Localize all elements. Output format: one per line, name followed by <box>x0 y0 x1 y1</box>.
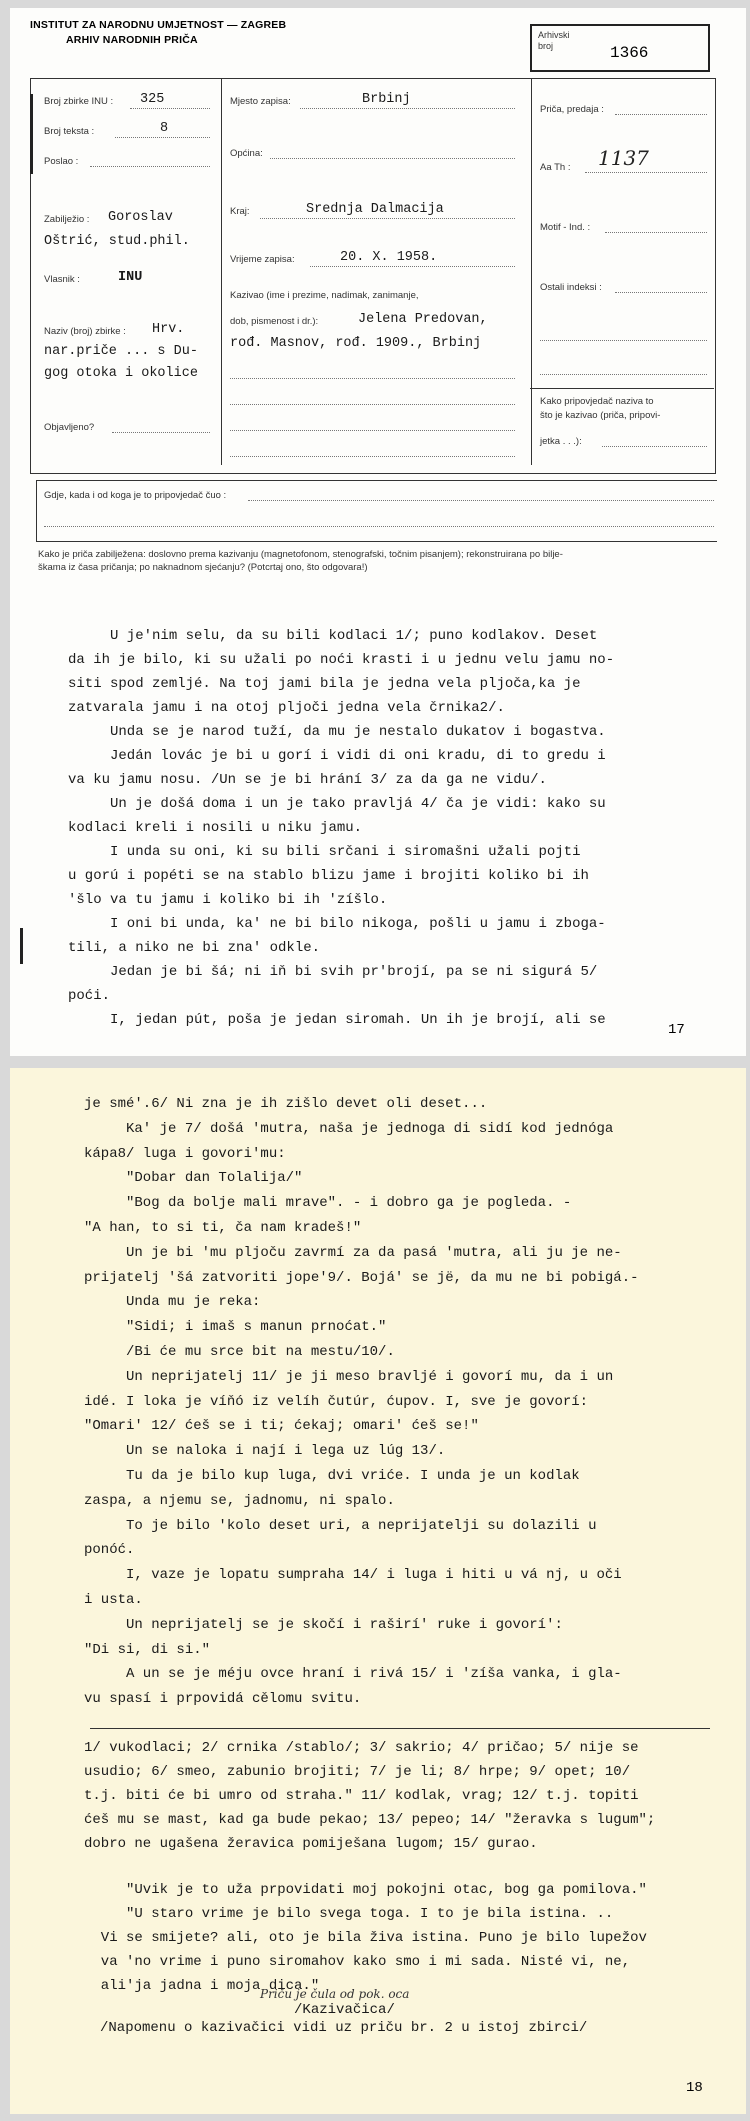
collection-name-1: Hrv. <box>152 322 185 337</box>
archive-number-label: Arhivski broj <box>538 30 570 51</box>
text-line: da ih je bilo, ki su užali po noći krasti i u jednu velu jamu no- <box>68 652 615 668</box>
text-line: I oni bi unda, ka' ne bi bilo nikoga, pošli u jamu i zboga- <box>68 916 606 932</box>
narrator-label: Kazivao (ime i prezime, nadimak, zanimanje, <box>230 290 419 301</box>
text-line: kodlaci kreli i nosili u niku jamu. <box>68 820 363 836</box>
text-line: Un neprijatelj se je skočí i raširí' ruke i govorí': <box>84 1616 563 1633</box>
margin-mark <box>30 94 33 174</box>
text-line: Un je bi 'mu pljoču zavrmí za da pasá 'mutra, ali ju je ne- <box>84 1244 622 1261</box>
date-label: Vrijeme zapisa: <box>230 254 295 265</box>
text-line: 'šlo va tu jamu i koliko bi ih 'zíšlo. <box>68 892 388 908</box>
archive-number: 1366 <box>610 44 649 62</box>
handwritten-note: Priču je čula od pok. oca <box>260 1987 410 2001</box>
text-line: i usta. <box>84 1591 143 1608</box>
text-line: prijatelj 'šá zatvoriti jope'9/. Bojá' se jë, da mu ne bi pobigá.- <box>84 1269 639 1286</box>
text-line: I, jedan pút, poša je jedan siromah. Un ih je brojí, ali se <box>68 1012 606 1028</box>
text-line: Un je došá doma i un je tako pravljá 4/ ča je vidi: kako su <box>68 796 606 812</box>
collection-number-label: Broj zbirke INU : <box>44 96 114 107</box>
text-line: Jedan je bi šá; ni iň bi svih pr'brojí, pa se ni sigurá 5/ <box>68 964 598 980</box>
footnote-line: ćeš mu se mast, kad ga bude pekao; 13/ pepeo; 14/ "žeravka s lugum"; <box>84 1812 656 1828</box>
date: 20. X. 1958. <box>340 250 438 265</box>
source-label: Gdje, kada i od koga je to pripovjedač čuo : <box>44 490 227 501</box>
footnotes <box>84 1736 655 1856</box>
narrator-term-label-3: jetka . . .): <box>540 436 582 447</box>
text-line: Jedán lovác je bi u gorí i vidi di oni kradu, di to gredu i <box>68 748 606 764</box>
text-line: "Bog da bolje mali mrave". - i dobro ga je pogleda. - <box>84 1195 572 1212</box>
text-line: Vi se smijete? ali, oto je bila živa istina. Puno je bilo lupežov <box>84 1930 647 1946</box>
text-line: vu spasí i prpovidá cělomu svitu. <box>84 1691 362 1708</box>
region-label: Kraj: <box>230 206 250 217</box>
page-number-17: 17 <box>668 1022 685 1038</box>
story-text-page-2 <box>84 1092 639 1712</box>
text-line: kápa8/ luga i govori'mu: <box>84 1145 286 1162</box>
motif-label: Motif - Ind. : <box>540 222 591 233</box>
text-line: tili, a niko ne bi zna' odkle. <box>68 940 321 956</box>
aath-label: Aa Th : <box>540 162 571 173</box>
sender-label: Poslao : <box>44 156 79 167</box>
text-line: va ku jamu nosu. /Un se je bi hrání 3/ za da ga ne vidu/. <box>68 772 547 788</box>
text-line: "Omari' 12/ ćeš se i ti; ćekaj; omari' ćeš se!" <box>84 1418 479 1435</box>
owner: INU <box>118 270 143 285</box>
archive-name: ARHIV NARODNIH PRIČA <box>66 34 198 46</box>
text-line: va 'no vrime i puno siromahov kako smo i mi sada. Nisté vi, ne, <box>84 1954 631 1970</box>
narrator-1: Jelena Predovan, <box>358 312 488 327</box>
recorder-name: Goroslav <box>108 210 173 225</box>
text-number: 8 <box>160 121 169 136</box>
region: Srednja Dalmacija <box>306 202 444 217</box>
text-line: /Kazivačica/ <box>84 2002 395 2018</box>
text-line: Un se naloka i nají i lega uz lúg 13/. <box>84 1443 446 1460</box>
text-line: U je'nim selu, da su bili kodlaci 1/; puno kodlakov. Deset <box>68 628 598 644</box>
text-line: Unda mu je reka: <box>84 1294 261 1311</box>
text-line: poći. <box>68 988 111 1004</box>
archive-number-box <box>530 24 710 72</box>
recording-method-note: Kako je priča zabilježena: doslovno prema kazivanju (magnetofonom, stenografski, točnim pisanjem); rekonstruirana po bilje- škama iz časa pričanja; po naknadnom sjećanju? (Potcrtaj ono, što odgovara!) <box>38 549 563 573</box>
collection-number: 325 <box>140 92 165 107</box>
text-line: "U staro vrime je bilo svega toga. I to je bila istina. .. <box>84 1906 614 1922</box>
other-indexes-label: Ostali indeksi : <box>540 282 602 293</box>
column-divider <box>531 79 532 465</box>
page-number-18: 18 <box>686 2080 703 2096</box>
recorder-label: Zabilježio : <box>44 214 90 225</box>
collection-name-3: gog otoka i okolice <box>44 366 198 381</box>
text-line: Ka' je 7/ došá 'mutra, naša je jednoga di sidí kod jednóga <box>84 1120 614 1137</box>
text-line: "Uvik je to uža prpovidati moj pokojni otac, bog ga pomilova." <box>84 1882 647 1898</box>
narrator-2: rođ. Masnov, rođ. 1909., Brbinj <box>230 336 482 351</box>
text-line: "Dobar dan Tolalija/" <box>84 1170 303 1187</box>
collection-name-2: nar.priče ... s Du- <box>44 344 198 359</box>
footnote-line: 1/ vukodlaci; 2/ crnika /stablo/; 3/ sakrio; 4/ pričao; 5/ nije se <box>84 1740 639 1756</box>
narrator-term-label-1: Kako pripovjedač naziva to <box>540 396 654 407</box>
text-line: "A han, to si ti, ča nam kradeš!" <box>84 1219 362 1236</box>
place: Brbinj <box>362 92 411 107</box>
text-line: /Bi će mu srce bit na mestu/10/. <box>84 1343 395 1360</box>
text-line: je smé'.6/ Ni zna je ih zišlo devet oli deset... <box>84 1096 488 1112</box>
footnote-separator <box>90 1728 710 1729</box>
text-line: idé. I loka je víňó iz velíh čutúr, ćupov. I, sve je govorí: <box>84 1393 589 1410</box>
footnote-line: usudio; 6/ smeo, zabunio brojiti; 7/ je li; 8/ hrpe; 9/ opet; 10/ <box>84 1764 631 1780</box>
text-line: Tu da je bilo kup luga, dvi vriće. I unda je un kodlak <box>84 1467 580 1484</box>
text-line: "Sidi; i imaš s manun prnoćat." <box>84 1319 387 1336</box>
text-line: siti spod zemljé. Na toj jami bila je jedna vela pljoča,ka je <box>68 676 581 692</box>
text-line: "Di si, di si." <box>84 1641 211 1658</box>
owner-label: Vlasnik : <box>44 274 80 285</box>
text-line: zaspa, a njemu se, jadnomu, ni spalo. <box>84 1492 395 1509</box>
text-line: zatvarala jamu i na otoj pljoči jedna vela črnika2/. <box>68 700 505 716</box>
collection-name-label: Naziv (broj) zbirke : <box>44 326 126 337</box>
narrator-note: /Napomenu o kazivačici vidi uz priču br. 2 u istoj zbirci/ <box>100 2020 588 2036</box>
text-line: I unda su oni, ki su bili srčani i siromašni užali pojti <box>68 844 581 860</box>
text-line: u gorú i popéti se na stablo blizu jame i brojiti koliko bi ih <box>68 868 589 884</box>
text-line: Unda se je narod tuží, da mu je nestalo dukatov i bogastva. <box>68 724 606 740</box>
text-line: I, vaze je lopatu sumpraha 14/ i luga i hiti u vá nj, u oči <box>84 1567 622 1584</box>
margin-mark <box>20 928 23 964</box>
aath-number: 1137 <box>598 146 649 170</box>
text-line: Un neprijatelj 11/ je ji meso bravljé i govorí mu, da i un <box>84 1368 614 1385</box>
text-line: To je bilo 'kolo deset uri, a neprijatelji su dolazili u <box>84 1517 597 1534</box>
footnote-line: dobro ne ugašena žeravica pomiješana lugom; 15/ gurao. <box>84 1836 538 1852</box>
column-divider <box>221 79 222 465</box>
municipality-label: Općina: <box>230 148 263 159</box>
place-label: Mjesto zapisa: <box>230 96 291 107</box>
narrator-term-label-2: što je kazivao (priča, pripovi- <box>540 410 661 421</box>
recorder-title: Oštrić, stud.phil. <box>44 234 190 249</box>
tale-type-label: Priča, predaja : <box>540 104 604 115</box>
text-number-label: Broj teksta : <box>44 126 95 137</box>
text-line: ponóć. <box>84 1542 135 1559</box>
text-line: A un se je méju ovce hraní i rivá 15/ i 'zíša vanka, i gla- <box>84 1666 622 1683</box>
footnote-line: t.j. biti će bi umro od straha." 11/ kodlak, vrag; 12/ t.j. topiti <box>84 1788 639 1804</box>
story-text-page-1 <box>68 624 614 1032</box>
published-label: Objavljeno? <box>44 422 95 433</box>
institute-header <box>30 18 286 48</box>
institute-name: INSTITUT ZA NARODNU UMJETNOST — ZAGREB <box>30 19 287 31</box>
narrator-label-2: dob, pismenost i dr.): <box>230 316 319 327</box>
text-line: ali'ja jadna i moja dica." <box>84 1978 320 1994</box>
